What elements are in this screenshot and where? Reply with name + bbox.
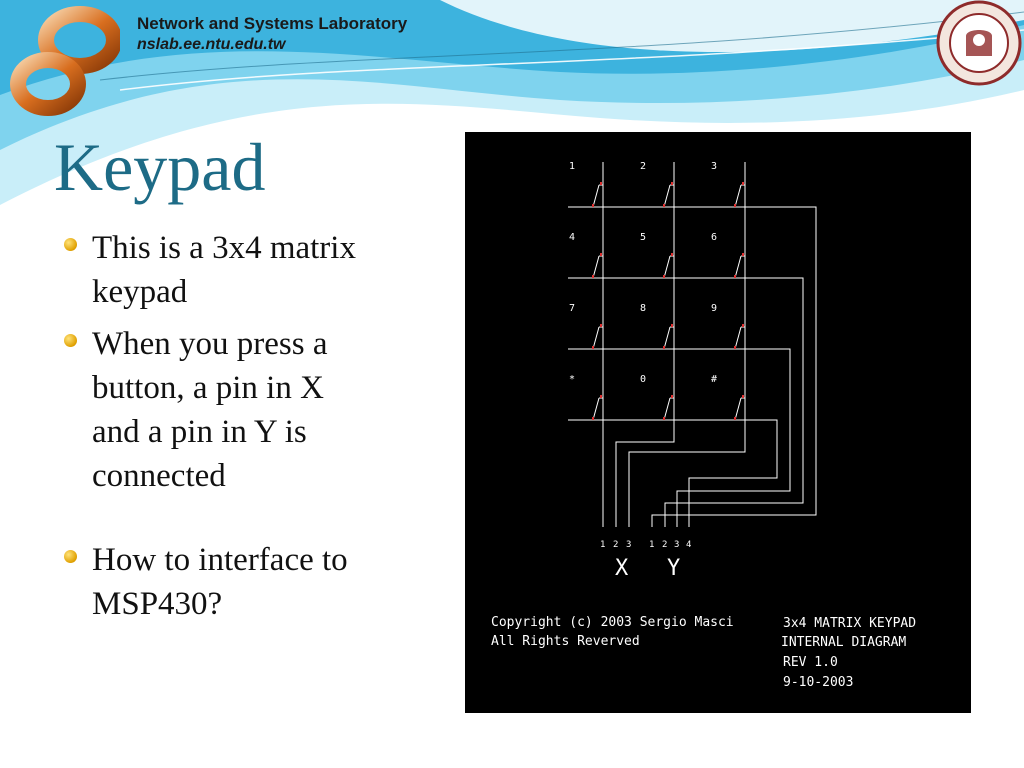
y-pin-label: 2	[662, 540, 668, 550]
key-switch	[734, 182, 745, 207]
y-axis-label: Y	[667, 556, 681, 581]
infinity-logo-icon	[10, 6, 120, 118]
x-pin-label: 2	[613, 540, 619, 550]
key-switches	[592, 182, 745, 420]
bullet-dot-icon	[64, 550, 77, 563]
key-label: 2	[640, 161, 647, 172]
bullet-dot-icon	[64, 238, 77, 251]
y-pin-wire	[652, 207, 816, 527]
y-pin-label: 4	[686, 540, 692, 550]
info-line-1: 3x4 MATRIX KEYPAD	[783, 616, 917, 631]
bullet-text: MSP430?	[92, 586, 223, 622]
key-label: 0	[640, 374, 647, 385]
key-switch	[663, 182, 674, 207]
bullet-text: connected	[92, 458, 226, 494]
lab-url: nslab.ee.ntu.edu.tw	[137, 36, 286, 53]
key-label: 8	[640, 303, 647, 314]
bullet-list	[62, 226, 452, 634]
bullet-item	[62, 538, 452, 626]
bullet-item	[62, 226, 452, 314]
x-axis-label: X	[615, 556, 629, 581]
key-label: 9	[711, 303, 718, 314]
key-label: *	[569, 374, 576, 385]
y-pin-label: 3	[674, 540, 680, 550]
slide-title: Keypad	[54, 129, 266, 205]
keypad-diagram	[465, 132, 971, 713]
bullet-text: When you press a	[92, 326, 328, 362]
pin-labels	[600, 540, 691, 550]
key-switch	[734, 253, 745, 278]
key-switch	[663, 395, 674, 420]
key-switch	[734, 395, 745, 420]
y-pin-wire	[665, 278, 803, 527]
x-pin-label: 1	[600, 540, 606, 550]
key-switch	[592, 182, 603, 207]
x-pin-wire	[629, 432, 745, 527]
bullet-text: and a pin in Y is	[92, 414, 307, 450]
key-label: 3	[711, 161, 718, 172]
key-label: 4	[569, 232, 576, 243]
copyright-line-2: All Rights Reverved	[491, 634, 640, 649]
key-label: 5	[640, 232, 647, 243]
key-switch	[592, 324, 603, 349]
key-switch	[734, 324, 745, 349]
bullet-item	[62, 322, 452, 498]
copyright-line-1: Copyright (c) 2003 Sergio Masci	[491, 615, 734, 630]
university-seal-icon	[936, 0, 1022, 86]
bullet-text: How to interface to	[92, 542, 348, 578]
key-label: 6	[711, 232, 718, 243]
key-switch	[663, 253, 674, 278]
key-labels	[569, 161, 717, 385]
key-label: #	[711, 374, 718, 385]
bullet-text: keypad	[92, 274, 188, 310]
key-switch	[592, 253, 603, 278]
y-pin-wire	[689, 420, 777, 527]
info-line-4: 9-10-2003	[783, 675, 854, 690]
bullet-text: button, a pin in X	[92, 370, 324, 406]
info-line-3: REV 1.0	[783, 655, 838, 670]
keypad-schematic	[465, 132, 971, 713]
info-line-2: INTERNAL DIAGRAM	[781, 635, 907, 650]
key-switch	[592, 395, 603, 420]
key-label: 7	[569, 303, 576, 314]
y-pin-label: 1	[649, 540, 655, 550]
bullet-dot-icon	[64, 334, 77, 347]
y-pin-wire	[677, 349, 790, 527]
bullet-text: This is a 3x4 matrix	[92, 230, 356, 266]
matrix-wires	[568, 162, 816, 527]
lab-name: Network and Systems Laboratory	[137, 14, 408, 33]
key-switch	[663, 324, 674, 349]
key-label: 1	[569, 161, 576, 172]
x-pin-label: 3	[626, 540, 632, 550]
